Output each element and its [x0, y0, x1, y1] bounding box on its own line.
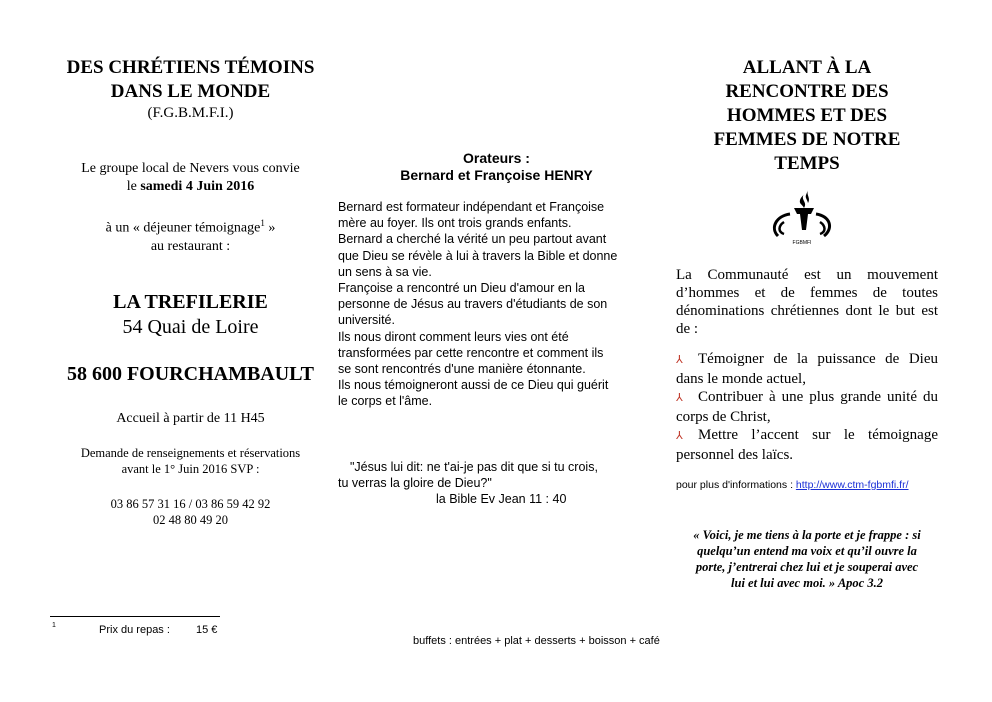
left-title-line2: DANS LE MONDE [110, 81, 271, 102]
goal-item [676, 426, 938, 464]
fgbmfi-logo [764, 184, 840, 254]
lunch-invite [48, 214, 333, 256]
invite-date: samedi 4 Juin 2016 [140, 179, 255, 194]
bio-line: personne de Jésus au travers d'étudiants de son [338, 297, 608, 312]
invite-line1: Le groupe local de Nevers vous convie [81, 161, 300, 176]
acronym: (F.G.B.M.F.I.) [147, 105, 234, 121]
more-info [676, 479, 909, 491]
goal-text: Mettre l’accent sur le témoignage personnel des laïcs. [676, 427, 938, 463]
community-goals [676, 350, 938, 464]
invitation [48, 160, 333, 196]
reservation-info [48, 445, 333, 477]
invite-prefix: le [126, 179, 141, 194]
goal-text: Contribuer à une plus grande unité du corps de Christ, [676, 389, 938, 425]
info-line2: avant le 1° Juin 2016 SVP : [121, 462, 260, 476]
phone-numbers [48, 496, 333, 528]
left-title [48, 56, 333, 104]
footnote-price: 15 € [196, 624, 218, 636]
speakers-label: Orateurs : [463, 150, 530, 166]
lunch-suffix: » [264, 220, 276, 236]
venue-street: 54 Quai de Loire [122, 316, 259, 338]
bio-line: Bernard a cherché la vérité un peu partout avant [338, 232, 607, 247]
right-title-line: HOMMES ET DES [726, 105, 888, 126]
goal-item [676, 388, 938, 426]
info-line1: Demande de renseignements et réservations [80, 446, 301, 460]
logo-text: FGBMFI [792, 240, 812, 246]
more-info-label: pour plus d'informations : [676, 479, 796, 491]
bible-quote [338, 459, 658, 507]
invite-line2 [48, 178, 333, 196]
bio-line: Bernard est formateur indépendant et Françoise [338, 200, 605, 214]
bio-line: se sont rencontrés d'une manière étonnante. [338, 362, 586, 377]
bio-line: transformées par cette rencontre et comment ils [338, 345, 604, 360]
triangle-bullet-icon: ⅄ [676, 392, 683, 404]
revelation-verse [676, 527, 938, 591]
verse-line: quelqu’un entend ma voix et qu’il ouvre la [697, 544, 917, 558]
verse-line: porte, j’entrerai chez lui et je souperai avec [695, 560, 919, 574]
website-link[interactable]: http://www.ctm-fgbmfi.fr/ [795, 479, 909, 491]
bio-line: mère au foyer. Ils ont trois grands enfants. [338, 216, 572, 231]
lunch-line1 [48, 214, 333, 238]
goal-text: Témoigner de la puissance de Dieu dans le monde actuel, [676, 351, 938, 387]
triangle-bullet-icon: ⅄ [676, 430, 683, 442]
speakers-names: Bernard et Françoise HENRY [400, 167, 593, 183]
lunch-line2: au restaurant : [150, 238, 231, 254]
bio-line: Françoise a rencontré un Dieu d'amour en la [338, 281, 585, 296]
community-intro: La Communauté est un mouvement d’hommes et de femmes de toutes dénominations chrétiennes dont le but est de : [676, 267, 938, 337]
right-title [676, 56, 938, 176]
bio-line: Ils nous témoigneront aussi de ce Dieu qui guérit [338, 378, 609, 393]
bio-line: Ils nous diront comment leurs vies ont été [338, 329, 569, 344]
footnote-mark: 1 [52, 622, 56, 629]
goal-item [676, 350, 938, 388]
venue-name: LA TREFILERIE [113, 291, 268, 313]
quote-line2: tu verras la gloire de Dieu?" [338, 476, 492, 490]
bio-line: le corps et l'âme. [338, 394, 433, 409]
speakers-bio [338, 199, 658, 410]
right-title-line: FEMMES DE NOTRE [713, 129, 901, 150]
venue-city: 58 600 FOURCHAMBAULT [66, 363, 315, 385]
phones-line2: 02 48 80 49 20 [153, 513, 228, 527]
verse-line: lui et lui avec moi. » Apoc 3.2 [731, 576, 883, 590]
lunch-prefix: à un « déjeuner témoignage [105, 220, 261, 236]
speakers-heading [338, 150, 655, 184]
quote-reference: la Bible Ev Jean 11 : 40 [436, 492, 567, 506]
quote-line1: "Jésus lui dit: ne t'ai-je pas dit que si tu crois, [350, 460, 598, 474]
verse-line: « Voici, je me tiens à la porte et je frappe : si [693, 528, 921, 542]
triangle-bullet-icon: ⅄ [676, 354, 683, 366]
bio-line: un sens à sa vie. [338, 264, 432, 279]
right-title-line: ALLANT À LA [742, 57, 872, 78]
welcome-time: Accueil à partir de 11 H45 [116, 411, 265, 426]
left-title-line1: DES CHRÉTIENS TÉMOINS [66, 57, 315, 78]
torch-logo-icon [764, 184, 840, 254]
right-title-line: RENCONTRE DES [725, 81, 889, 102]
footnote-separator [50, 616, 220, 617]
menu-footer: buffets : entrées + plat + desserts + boisson + café [413, 635, 660, 647]
phones-line1: 03 86 57 31 16 / 03 86 59 42 92 [110, 497, 271, 511]
right-title-line: TEMPS [774, 153, 840, 174]
footnote-ref: 1 [260, 218, 265, 228]
bio-line: université. [338, 313, 395, 328]
bio-line: que Dieu se révèle à lui à travers la Bible et donne [338, 248, 618, 263]
footnote-label: Prix du repas : [99, 624, 170, 636]
